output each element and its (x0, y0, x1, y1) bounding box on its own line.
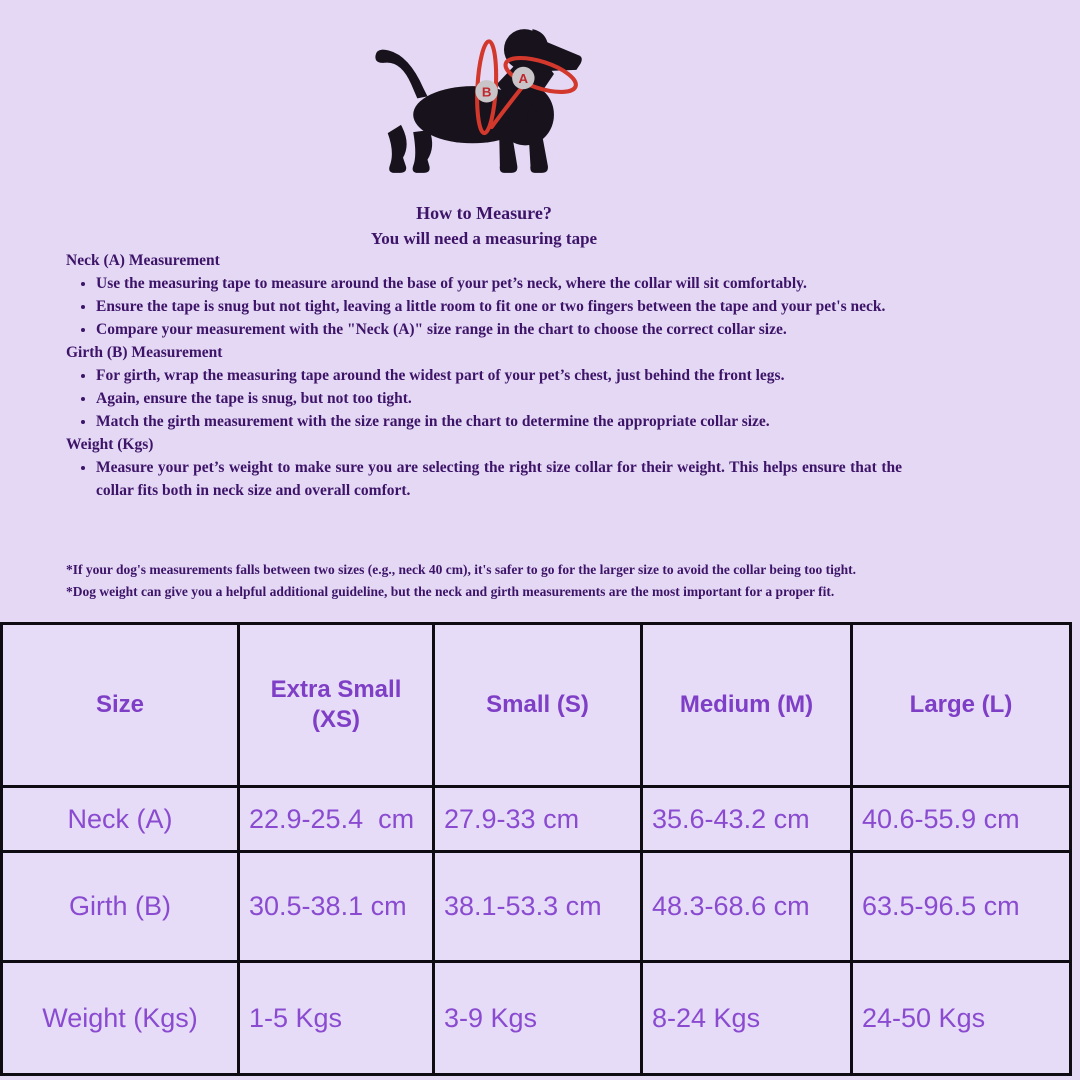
svg-text:A: A (518, 71, 529, 87)
bullet-item: • Match the girth measurement with the size range in the chart to determine the appropriate collar size. (96, 410, 902, 433)
neck-small-value: 27.9-33 cm (435, 788, 640, 850)
neck-medium-value: 35.6-43.2 cm (643, 788, 850, 850)
footnotes (66, 559, 1026, 603)
row-label-neck: Neck (A) (3, 788, 237, 850)
column-header-xs: Extra Small (XS) (240, 625, 432, 785)
page-title: How to Measure? (416, 203, 552, 223)
girth-small-value: 38.1-53.3 cm (435, 853, 640, 960)
heading-block (0, 201, 968, 251)
weight-bullet-list (66, 456, 902, 502)
neck-bullet-list (66, 272, 902, 341)
column-header-small: Small (S) (435, 625, 640, 785)
measurement-instructions (66, 249, 902, 502)
weight-xs-value: 1-5 Kgs (240, 963, 432, 1073)
neck-large-value: 40.6-55.9 cm (853, 788, 1069, 850)
column-header-size: Size (3, 625, 237, 785)
svg-text:B: B (481, 84, 492, 100)
girth-large-value: 63.5-96.5 cm (853, 853, 1069, 960)
column-header-medium: Medium (M) (643, 625, 850, 785)
bullet-item: • Ensure the tape is snug but not tight, leaving a little room to fit one or two fingers between the tape and your pet's neck. (96, 295, 902, 318)
row-label-weight: Weight (Kgs) (3, 963, 237, 1073)
column-header-large: Large (L) (853, 625, 1069, 785)
bullet-item: • Measure your pet’s weight to make sure you are selecting the right size collar for their weight. This helps ensure that the collar fits both in neck size and overall comfort. (96, 456, 902, 502)
section-title-neck: Neck (A) Measurement (66, 252, 220, 269)
label-b-badge (475, 80, 497, 102)
size-chart-table (0, 622, 1072, 1076)
girth-bullet-list (66, 364, 902, 433)
weight-large-value: 24-50 Kgs (853, 963, 1069, 1073)
dog-silhouette-icon (372, 25, 587, 180)
dog-measurement-diagram (372, 25, 587, 180)
neck-xs-value: 22.9-25.4 cm (240, 788, 432, 850)
bullet-item: • Compare your measurement with the "Neck (A)" size range in the chart to choose the correct collar size. (96, 318, 902, 341)
section-title-girth: Girth (B) Measurement (66, 344, 223, 361)
label-a-badge (512, 67, 534, 89)
section-title-weight: Weight (Kgs) (66, 436, 154, 453)
weight-medium-value: 8-24 Kgs (643, 963, 850, 1073)
bullet-item: • Again, ensure the tape is snug, but not too tight. (96, 387, 902, 410)
bullet-item: • Use the measuring tape to measure around the base of your pet’s neck, where the collar will sit comfortably. (96, 272, 902, 295)
page-subtitle: You will need a measuring tape (370, 229, 598, 248)
footnote-sizing: *If your dog's measurements falls between two sizes (e.g., neck 40 cm), it's safer to go for the larger size to avoid the collar being too tight. (66, 562, 857, 577)
bullet-item: • For girth, wrap the measuring tape around the widest part of your pet’s chest, just behind the front legs. (96, 364, 902, 387)
girth-medium-value: 48.3-68.6 cm (643, 853, 850, 960)
girth-xs-value: 30.5-38.1 cm (240, 853, 432, 960)
footnote-weight: *Dog weight can give you a helpful additional guideline, but the neck and girth measurements are the most important for a proper fit. (66, 584, 835, 599)
weight-small-value: 3-9 Kgs (435, 963, 640, 1073)
row-label-girth: Girth (B) (3, 853, 237, 960)
